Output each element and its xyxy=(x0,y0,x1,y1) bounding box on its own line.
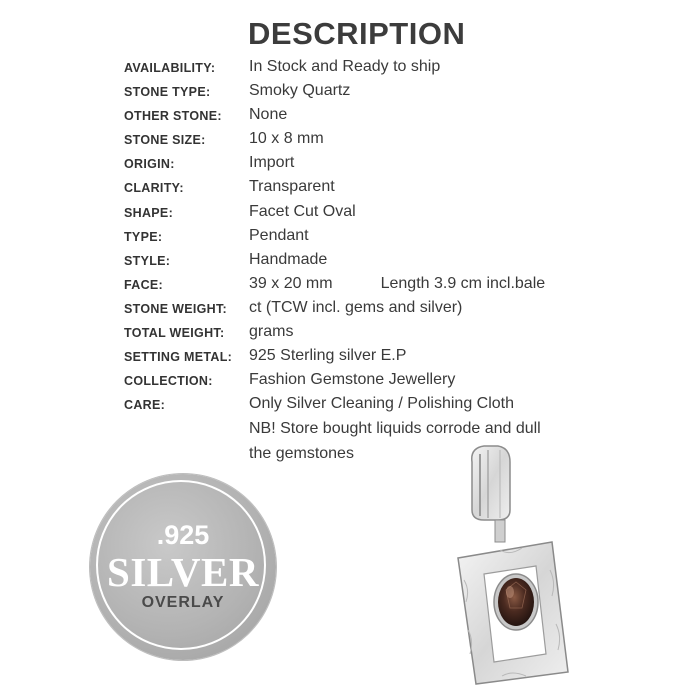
spec-value: 10 x 8 mm xyxy=(249,130,324,148)
spec-value: 925 Sterling silver E.P xyxy=(249,347,407,365)
silver-overlay-badge xyxy=(90,474,276,660)
badge-subtitle: OVERLAY xyxy=(141,594,225,611)
spec-value: Pendant xyxy=(249,226,309,244)
bale-icon xyxy=(472,446,510,542)
face-length: Length 3.9 cm incl.bale xyxy=(380,274,546,292)
spec-label: CLARITY: xyxy=(124,181,184,196)
spec-label: SHAPE: xyxy=(124,205,174,220)
spec-value: Import xyxy=(249,154,295,172)
badge-number: .925 xyxy=(156,520,210,550)
spec-row-care xyxy=(124,393,644,417)
spec-row-other-stone xyxy=(124,104,644,128)
face-size: 39 x 20 mm xyxy=(249,274,333,292)
spec-row-total-weight xyxy=(124,321,644,345)
spec-value: Handmade xyxy=(249,250,328,268)
spec-row-origin xyxy=(124,152,644,176)
spec-label: STYLE: xyxy=(124,253,171,268)
spec-label: STONE SIZE: xyxy=(124,133,206,148)
spec-value xyxy=(249,275,545,293)
spec-value: Fashion Gemstone Jewellery xyxy=(249,371,456,389)
spec-label: TOTAL WEIGHT: xyxy=(124,326,225,341)
spec-label: CARE: xyxy=(124,398,166,413)
spec-label: SETTING METAL: xyxy=(124,350,233,365)
spec-row-face xyxy=(124,273,644,297)
spec-label: ORIGIN: xyxy=(124,157,175,172)
spec-value: ct (TCW incl. gems and silver) xyxy=(249,298,463,316)
pendant-image xyxy=(440,440,590,690)
spec-row-stone-type xyxy=(124,80,644,104)
spec-row-style xyxy=(124,249,644,273)
spec-row-collection xyxy=(124,369,644,393)
spec-value: Transparent xyxy=(249,178,335,196)
spec-row-shape xyxy=(124,201,644,225)
spec-label: STONE TYPE: xyxy=(124,85,211,100)
care-note-line-1: NB! Store bought liquids corrode and dull xyxy=(249,420,541,437)
spec-value: None xyxy=(249,106,288,124)
spec-value: In Stock and Ready to ship xyxy=(249,58,441,75)
badge-metal: SILVER xyxy=(107,549,259,595)
spec-list xyxy=(124,56,644,417)
spec-label: FACE: xyxy=(124,277,163,292)
spec-label: TYPE: xyxy=(124,229,163,244)
spec-row-availability xyxy=(124,56,644,80)
spec-value: Smoky Quartz xyxy=(249,82,351,100)
spec-label: STONE WEIGHT: xyxy=(124,301,227,316)
spec-label: AVAILABILITY: xyxy=(124,61,216,75)
spec-row-stone-size xyxy=(124,128,644,152)
smoky-quartz-gem-icon xyxy=(494,574,538,630)
spec-row-type xyxy=(124,225,644,249)
care-note-line-2: the gemstones xyxy=(249,445,354,462)
page-title: DESCRIPTION xyxy=(248,16,466,51)
spec-label: COLLECTION: xyxy=(124,374,213,389)
spec-row-stone-weight xyxy=(124,297,644,321)
spec-label: OTHER STONE: xyxy=(124,109,222,124)
spec-value: grams xyxy=(249,323,294,341)
spec-value: Facet Cut Oval xyxy=(249,202,356,220)
spec-row-setting-metal xyxy=(124,345,644,369)
spec-value: Only Silver Cleaning / Polishing Cloth xyxy=(249,395,515,413)
spec-row-clarity xyxy=(124,176,644,200)
